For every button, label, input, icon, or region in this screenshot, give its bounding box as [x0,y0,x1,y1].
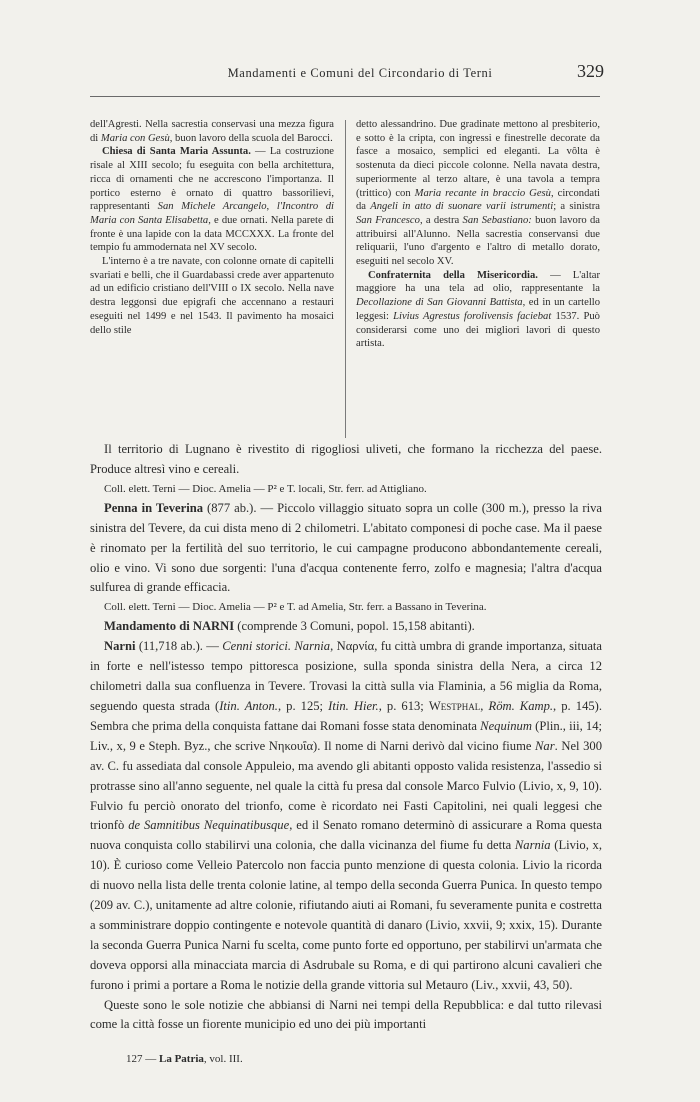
paragraph-repubblica: Queste sono le sole notizie che abbiansi di Narni nei tempi della Repubblica: e dal tutto rilevasi come la città fosse un fiorente municipio ed uno dei più importanti [90,997,602,1032]
paragraph-agresti: dell'Agresti. Nella sacrestia conservasi una mezza figura di Maria con Gesù, buon lavoro della scuola del Barocci. [90,119,334,144]
note-penna: Coll. elett. Terni — Dioc. Amelia — P² e T. ad Amelia, Str. ferr. a Bassano in Teverina. [104,601,487,614]
paragraph-interior: L'interno è a tre navate, con colonne ornate di capitelli svariati e belli, che il Guardabassi crede aver appartenuto ad un edificio cristiano dell'VIII o IX secolo. Nella nave destra leggonsi due epigrafi che accennano a restauri eseguiti nel 1499 e nel 1543. Il pavimento ha mosaici dello stile [90,256,334,336]
volume-label: , vol. III. [203,1053,243,1065]
paragraph-santa-maria-assunta: Chiesa di Santa Maria Assunta. — La costruzione risale al XIII secolo; fu eseguita con bella architettura, ricca di ornamenti che ne accrescono l'importanza. Il portico esterno è ornato di quattro bassorilievi, rappresentanti San Michele Arcangelo, l'Incontro di Maria con Santa Elisabetta, e due ornati. Nella parete di fronte è una lapide con la data MCCXXX. La fronte del tempio fu ammodernata nel XV secolo. [90,146,335,254]
entry-heading: Mandamento di NARNI [104,619,235,634]
page-footer [126,1053,243,1065]
publication-title: La Patria [159,1053,204,1065]
section-heading: Chiesa di Santa Maria Assunta. [102,146,251,158]
sheet-signature: 127 — [126,1053,159,1065]
note-lugnano: Coll. elett. Terni — Dioc. Amelia — P² e T. locali, Str. ferr. ad Attigliano. [104,482,427,495]
column-divider [345,120,346,438]
section-heading: Confraternita della Misericordia. [368,269,538,281]
paragraph-presbiterio: detto alessandrino. Due gradinate mettono al presbiterio, e sotto è la cripta, con ingressi e finestrelle decorate da fasce a mosaico, semplici ed eleganti. La vôlta è sostenuta da dieci piccole colonne. Nella navata destra, superiormente al terzo altare, è una tavola a tempra (trittico) con Maria recante in braccio Gesù, circondati da Angeli in atto di suonare varii istrumenti; a sinistra San Francesco, a destra San Sebastiano: buon lavoro da attribuirsi all'Alunno. Nella sacrestia conservansi due reliquarii, l'uno d'argento e l'altro di metallo dorato, eseguiti nel secolo XV. [356,119,600,268]
header-rule [90,96,600,97]
paragraph-penna: Penna in Teverina (877 ab.). — Piccolo villaggio situato sopra un colle (300 m.), presso la riva sinistra del Tevere, da cui dista meno di 2 chilometri. L'abitato componesi di poche case. Ma il paese è rinomato per la fertilità del suo territorio, le cui campagne producono abbondantemente cereali, olio e vino. Vi sono due sorgenti: l'una d'acqua contenente ferro, zolfo e magnesia; l'altra d'acqua sulfurea di grande efficacia. [90,500,602,595]
page-number: 329 [577,61,604,81]
entry-heading: Narni [104,639,136,654]
entry-heading: Penna in Teverina [104,500,204,515]
paragraph-misericordia: Confraternita della Misericordia. — L'altar maggiore ha una tela ad olio, rappresentante la Decollazione di San Giovanni Battista, ed in un cartello leggesi: Livius Agrestus forolivensis faciebat 1537. Può considerarsi come uno dei migliori lavori di questo artista. [356,269,600,350]
paragraph-narni: Narni (11,718 ab.). — Cenni storici. Narnia, Ναρνία, fu città umbra di grande importanza, situata in forte e nell'istesso tempo pittoresca posizione, sulla sponda sinistra della Nera, a circa 12 chilometri dalla sua confluenza in Tevere. Trovasi la città sulla via Flaminia, a 56 miglia da Roma, seguendo questa strada (Itin. Anton., p. 125; Itin. Hier., p. 613; Westphal, Röm. Kamp., p. 145). Sembra che prima della conquista fattane dai Romani fosse stata denominata Nequinum (Plin., iii, 14; Liv., x, 9 e Steph. Byz., che scrive Νηκουΐα). Il nome di Narni derivò dal vicino fiume Nar. Nel 300 av. C. fu assediata dal console Appuleio, ma avendo gli abitanti opposto valida resistenza, l'assedio si protrasse sino all'anno seguente, nel quale la città fu presa dal console Marco Fulvio (Livio, x, 9, 10). Fulvio fu perciò onorato del trionfo, come è ricordato nei Fasti Capitolini, nei quali leggesi che trionfò de Samnitibus Nequinatibusque, ed il Senato romano determinò di assicurare a Roma questa nuova conquista collo stabilirvi una colonia, che dalla vicinanza del fiume fu detta Narnia (Livio, x, 10). È curioso come Velleio Patercolo non faccia punto menzione di questa colonia. Livio la ricorda di nuovo nella lista delle trenta colonie latine, al tempo della seconda Guerra Punica. In questo tempo (209 av. C.), unitamente ad altre colonie, rifiutando aiuti ai Romani, fu severamente punita e costretta a somministrare doppio contingente e notevole quantità di danaro (Livio, xxvii, 9; xxix, 15). Durante la seconda Guerra Punica Narni fu scelta, come punto forte ed opportuno, per stabilirvi un'armata che doveva opporsi alla minacciata marcia di Asdrubale su Roma, e di qui partirono alcuni cavalieri che furono i primi a portare a Roma le notizie della grande vittoria sul Metauro (Liv., xxvii, 43, 50). [90,639,603,992]
running-title: Mandamenti e Comuni del Circondario di Terni [227,66,493,80]
paragraph-lugnano: Il territorio di Lugnano è rivestito di rigogliosi uliveti, che formano la ricchezza del paese. Produce altresì vino e cereali. [90,442,602,476]
left-column [90,118,334,337]
two-column-section [90,118,602,440]
paragraph-mandamento: Mandamento di NARNI (comprende 3 Comuni, popol. 15,158 abitanti). [104,619,475,634]
main-text [90,440,602,1035]
right-column [356,118,600,351]
